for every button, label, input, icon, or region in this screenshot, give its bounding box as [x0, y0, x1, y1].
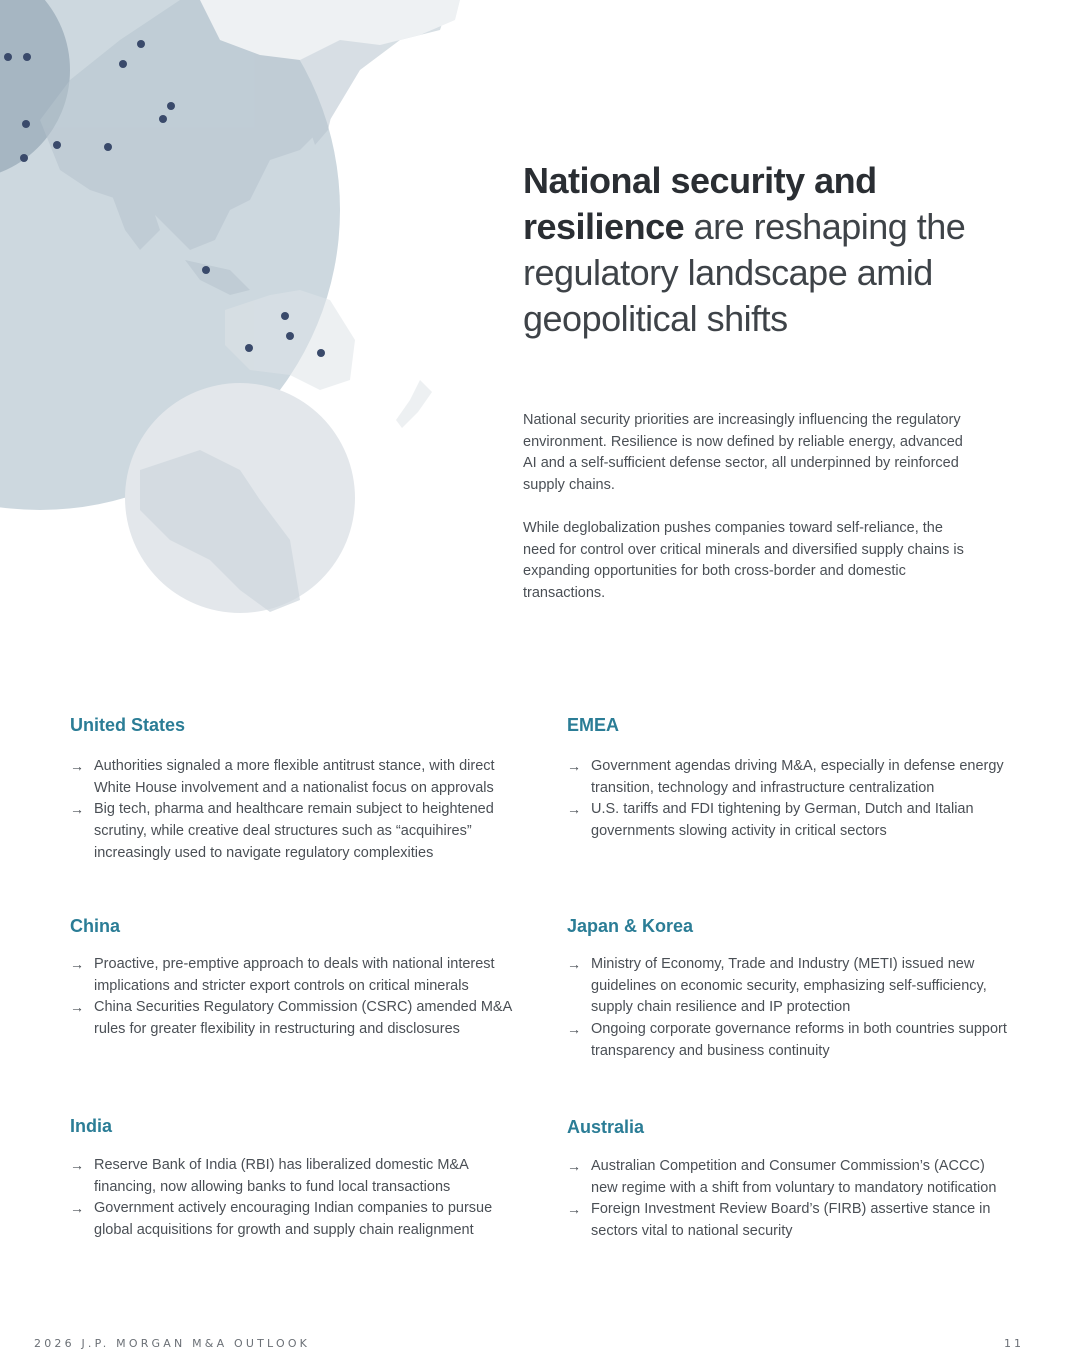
location-dot	[317, 349, 325, 357]
bullet-item	[567, 1156, 1012, 1199]
region-bullets	[567, 756, 1012, 843]
region-japan-korea	[567, 915, 1015, 1063]
headline-bold-word: resilience	[523, 206, 685, 247]
bullet-item	[70, 997, 520, 1040]
region-title: India	[70, 1116, 113, 1136]
region-bullets	[70, 954, 520, 1041]
location-dot	[137, 40, 145, 48]
bullet-item	[70, 1198, 520, 1241]
region-australia	[567, 1116, 1012, 1243]
world-map-illustration	[0, 0, 480, 620]
region-title: Australia	[567, 1117, 645, 1137]
location-dot	[286, 332, 294, 340]
location-dot	[4, 53, 12, 61]
headline-bold-line1: National security and	[523, 160, 877, 201]
bullet-item	[567, 954, 1015, 1019]
region-title: China	[70, 916, 121, 936]
arrow-right-icon: →	[567, 1201, 581, 1218]
region-bullets	[567, 1156, 1012, 1243]
intro-text	[523, 410, 973, 626]
bullet-text: China Securities Regulatory Commission (CSRC) amended M&A rules for greater flexibility in restructuring and disclosures	[94, 999, 512, 1038]
bullet-item	[70, 954, 520, 997]
arrow-right-icon: →	[70, 1200, 84, 1217]
bullet-text: Authorities signaled a more flexible antitrust stance, with direct White House involvement and a nationalist focus on approvals	[94, 758, 495, 796]
location-dot	[104, 143, 112, 151]
location-dot	[159, 115, 167, 123]
location-dot	[53, 141, 61, 149]
bullet-text: Foreign Investment Review Board’s (FIRB) assertive stance in sectors vital to national security	[591, 1201, 991, 1240]
arrow-right-icon: →	[70, 1157, 84, 1173]
bullet-text: Ongoing corporate governance reforms in both countries support transparency and business continuity	[591, 1021, 1007, 1059]
headline-rest: are reshaping the regulatory landscape amid geopolitical shifts	[523, 206, 966, 339]
bullet-text: Proactive, pre-emptive approach to deals with national interest implications and stricter export controls on critical minerals	[94, 956, 495, 994]
arrow-right-icon: →	[567, 758, 581, 774]
location-dot	[202, 266, 210, 274]
page-number: 11	[1004, 1337, 1024, 1350]
arrow-right-icon: →	[567, 1158, 581, 1174]
bullet-text: Government actively encouraging Indian companies to pursue global acquisitions for growth and supply chain realignment	[94, 1200, 493, 1239]
intro-paragraph: National security priorities are increasingly influencing the regulatory environment. Resilience is now defined by reliable energy, advanced AI and a self-sufficient defense sector, all underpinned by reinforced supply chains.	[523, 412, 963, 494]
region-bullets	[70, 756, 520, 865]
bullet-item	[567, 799, 1012, 842]
bullet-text: Big tech, pharma and healthcare remain subject to heightened scrutiny, while creative deal structures such as “acquihires” increasingly used to navigate regulatory complexities	[94, 801, 494, 861]
location-dot	[119, 60, 127, 68]
arrow-right-icon: →	[70, 999, 84, 1016]
bullet-text: U.S. tariffs and FDI tightening by German, Dutch and Italian governments slowing activity in critical sectors	[591, 801, 974, 840]
bullet-text: Government agendas driving M&A, especially in defense energy transition, technology and infrastructure centralization	[591, 758, 1004, 796]
bullet-item	[70, 1155, 520, 1198]
region-bullets	[70, 1155, 520, 1242]
bullet-text: Australian Competition and Consumer Commission’s (ACCC) new regime with a shift from voluntary to mandatory notification	[591, 1158, 997, 1196]
region-title: Japan & Korea	[567, 916, 694, 936]
bullet-item	[567, 756, 1012, 799]
region-title: EMEA	[567, 715, 620, 735]
location-dot	[20, 154, 28, 162]
bullet-item	[567, 1019, 1015, 1062]
location-dot	[245, 344, 253, 352]
location-dot	[281, 312, 289, 320]
bullet-item	[70, 799, 520, 864]
region-bullets	[567, 954, 1015, 1063]
arrow-right-icon: →	[567, 956, 581, 972]
region-emea	[567, 714, 1012, 843]
arrow-right-icon: →	[70, 801, 84, 818]
intro-paragraph: While deglobalization pushes companies toward self-reliance, the need for control over critical minerals and diversified supply chains is expanding opportunities for both cross-border and domestic transactions.	[523, 519, 964, 601]
location-dot	[23, 53, 31, 61]
region-title: United States	[70, 715, 186, 735]
region-india	[70, 1115, 520, 1242]
location-dot	[167, 102, 175, 110]
region-china	[70, 915, 520, 1041]
arrow-right-icon: →	[70, 758, 84, 774]
bullet-text: Reserve Bank of India (RBI) has liberalized domestic M&A financing, now allowing banks to fund local transactions	[94, 1157, 468, 1195]
new-zealand-landmass	[396, 380, 432, 428]
region-united-states	[70, 714, 520, 865]
arrow-right-icon: →	[70, 956, 84, 972]
bullet-item	[567, 1199, 1012, 1242]
page-headline	[523, 158, 993, 342]
footer-publication-title: 2026 J.P. MORGAN M&A OUTLOOK	[34, 1337, 311, 1350]
bullet-item	[70, 756, 520, 799]
location-dot	[22, 120, 30, 128]
bullet-text: Ministry of Economy, Trade and Industry (METI) issued new guidelines on economic security, emphasizing self-sufficiency, supply chain resilience and IP protection	[591, 956, 987, 1016]
arrow-right-icon: →	[567, 801, 581, 818]
arrow-right-icon: →	[567, 1021, 581, 1038]
